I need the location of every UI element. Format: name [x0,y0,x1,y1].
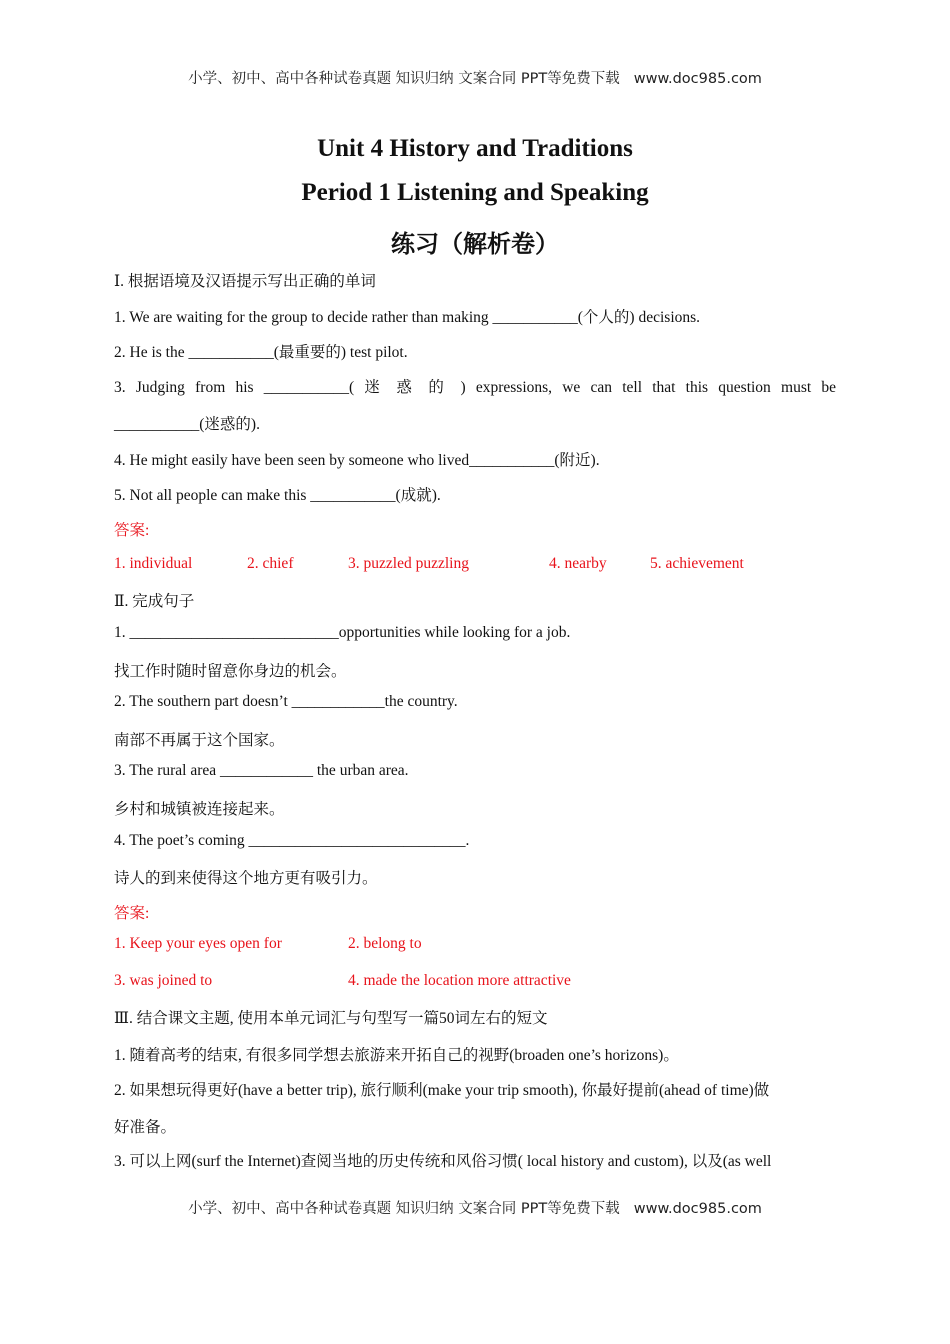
section2-answer-label: 答案: [114,905,150,922]
title-period: Period 1 Listening and Speaking [301,179,649,206]
section1-answer-1: 1. individual [114,555,193,572]
section2-q3-chinese: 乡村和城镇被连接起来。 [114,801,285,818]
section2-q3: 3. The rural area ____________ the urban area. [114,762,409,779]
page-header [0,67,950,88]
section2-q2-chinese: 南部不再属于这个国家。 [114,732,285,749]
section1-q4: 4. He might easily have been seen by someone who lived___________(附近). [114,452,600,469]
section3-point3: 3. 可以上网(surf the Internet)查阅当地的历史传统和风俗习惯( local history and custom), 以及(as well [114,1153,772,1170]
section3-point2-line2: 好准备。 [114,1119,177,1136]
section1-answer-2: 2. chief [247,555,294,572]
section2-q4: 4. The poet’s coming ____________________________. [114,832,470,849]
section1-q3-line1: 3. Judging from his ___________( 迷 惑 的 ) expressions, we can tell that this question must be [114,379,836,396]
section1-q1: 1. We are waiting for the group to decide rather than making ___________(个人的) decisions. [114,309,701,326]
section2-answer-1: 1. Keep your eyes open for [114,935,282,952]
section1-answer-3: 3. puzzled puzzling [348,555,469,572]
section1-answer-label: 答案: [114,522,150,539]
section1-answer-4: 4. nearby [549,555,607,572]
section1-q3-line2: ___________(迷惑的). [114,416,260,433]
section2-q1-chinese: 找工作时随时留意你身边的机会。 [114,663,347,680]
section3-point2-line1: 2. 如果想玩得更好(have a better trip), 旅行顺利(make your trip smooth), 你最好提前(ahead of time)做 [114,1082,770,1099]
section2-q4-chinese: 诗人的到来使得这个地方更有吸引力。 [114,870,378,887]
header-url[interactable]: www.doc985.com [633,71,762,87]
section2-q2: 2. The southern part doesn’t ____________the country. [114,693,458,710]
section2-heading: Ⅱ. 完成句子 [114,593,195,610]
page-footer [0,1197,950,1218]
section2-answer-4: 4. made the location more attractive [348,972,571,989]
section3-point1: 1. 随着高考的结束, 有很多同学想去旅游来开拓自己的视野(broaden one’s horizons)。 [114,1047,679,1064]
section2-q1: 1. ___________________________opportunities while looking for a job. [114,624,571,641]
section1-q2: 2. He is the ___________(最重要的) test pilot. [114,344,408,361]
title-exercise: 练习（解析卷） [391,232,559,258]
title-unit: Unit 4 History and Traditions [317,135,633,162]
footer-text: 小学、初中、高中各种试卷真题 知识归纳 文案合同 PPT等免费下载 [188,1201,620,1217]
section1-heading: Ⅰ. 根据语境及汉语提示写出正确的单词 [114,273,376,290]
section2-answer-3: 3. was joined to [114,972,213,989]
section1-q5: 5. Not all people can make this ___________(成就). [114,487,441,504]
section2-answer-2: 2. belong to [348,935,422,952]
section3-heading: Ⅲ. 结合课文主题, 使用本单元词汇与句型写一篇50词左右的短文 [114,1010,548,1027]
section1-answer-5: 5. achievement [650,555,744,572]
footer-url[interactable]: www.doc985.com [633,1201,762,1217]
header-text: 小学、初中、高中各种试卷真题 知识归纳 文案合同 PPT等免费下载 [188,71,620,87]
